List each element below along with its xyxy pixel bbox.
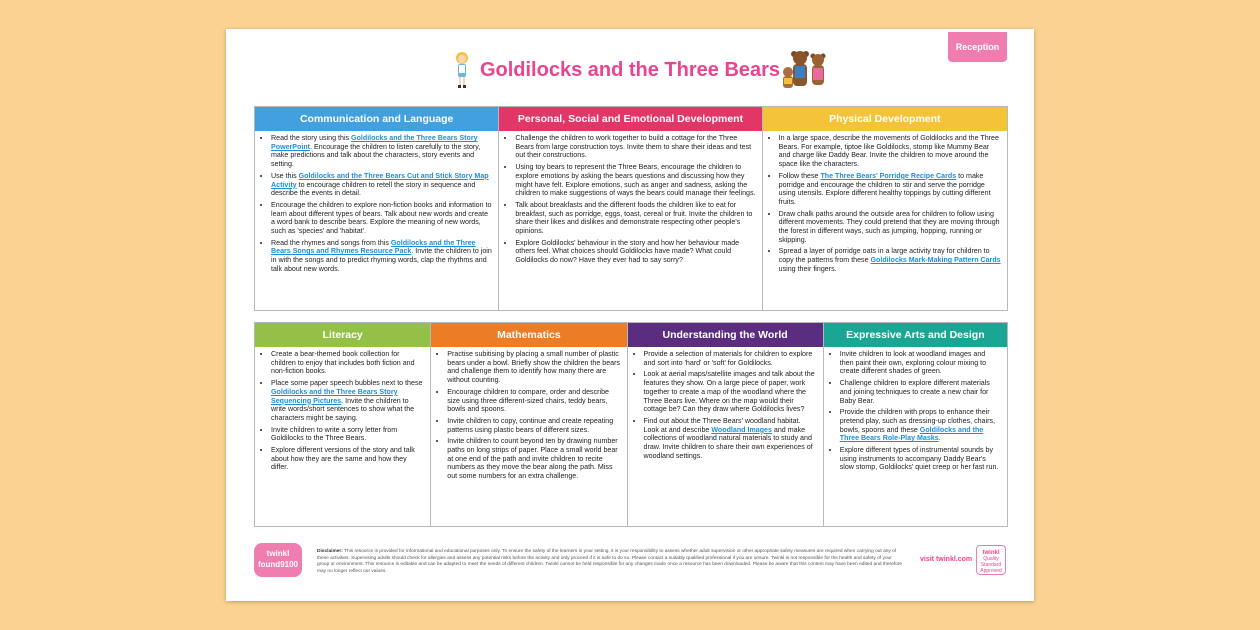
item-text: .: [938, 434, 941, 443]
heading-psed: Personal, Social and Emotional Development: [499, 107, 761, 131]
badge-text: Quality Standard Approved: [980, 556, 1002, 574]
list-item: [271, 134, 492, 169]
column-psed: [499, 107, 762, 310]
list-item: [840, 408, 1001, 443]
list-item: [271, 172, 492, 198]
bullet-list: [431, 347, 626, 484]
list-item: [447, 417, 620, 434]
list-item: [271, 379, 424, 423]
item-text: Challenge children to explore different materials and joining techniques to create a new chair for Baby Bear.: [839, 379, 990, 405]
item-text: Create a bear-themed book collection for children to enjoy that includes both fiction and non-fiction books.: [271, 350, 415, 376]
item-text: Use this: [271, 171, 299, 180]
three-bears-icon: [782, 48, 828, 90]
list-item: [779, 134, 1001, 169]
heading-communication-language: Communication and Language: [255, 107, 498, 131]
bullet-list: [628, 347, 823, 463]
resource-link[interactable]: Goldilocks Mark-Making Pattern Cards: [870, 256, 1001, 265]
list-item: [779, 247, 1001, 273]
item-text: . Invite the children to join in with the songs and to predict rhyming words, clap the rhythms and talk about new words.: [271, 247, 492, 273]
list-item: [644, 417, 817, 461]
resource-link[interactable]: Goldilocks and the Three Bears Role-Play Masks: [839, 425, 984, 443]
heading-expressive-arts: Expressive Arts and Design: [824, 323, 1007, 347]
list-item: [779, 172, 1001, 207]
item-text: Place some paper speech bubbles next to these: [271, 379, 423, 388]
heading-mathematics: Mathematics: [431, 323, 626, 347]
list-item: [840, 379, 1001, 405]
heading-literacy: Literacy: [255, 323, 430, 347]
item-text: Challenge the children to work together to build a cottage for the Three Bears from large construction toys. Invite them to share their ideas and test out their constructions.: [515, 134, 752, 160]
bullet-list: [255, 347, 430, 475]
column-literacy: [255, 323, 431, 526]
item-text: Explore different types of instrumental sounds by using instruments to accompany Daddy Bear's slow stomp, Goldilocks' quiet creep or her fast run.: [839, 446, 999, 472]
resource-link[interactable]: Goldilocks and the Three Bears Songs and Rhymes Resource Pack: [271, 238, 476, 256]
item-text: Invite children to copy, continue and create repeating patterns using plastic bears of different sizes.: [447, 416, 614, 434]
item-text: Read the story using this: [271, 134, 352, 142]
list-item: [644, 350, 817, 367]
bullet-list: [255, 131, 498, 277]
quality-badge: [976, 545, 1006, 575]
list-item: [271, 446, 424, 472]
item-text: Read the rhymes and songs from this: [271, 238, 391, 247]
list-item: [515, 239, 755, 265]
heading-physical-development: Physical Development: [763, 107, 1007, 131]
item-text: Explore different versions of the story and talk about how they are the same and how they differ.: [271, 446, 415, 472]
badge-title: twinkl: [982, 550, 1000, 556]
item-text: Follow these: [778, 171, 821, 180]
list-item: [515, 163, 755, 198]
item-text: Talk about breakfasts and the different foods the children like to eat for breakfast, such as porridge, eggs, toast, cereal or fruit. Invite the children to share their likes and dislikes and demonstrate respecting other people's opinions.: [515, 200, 753, 236]
item-text: Find out about the Three Bears' woodland habitat. Look at and describe: [643, 416, 801, 434]
item-text: Encourage children to compare, order and describe size using three different-sized chairs, teddy bears, bowls and spoons.: [447, 387, 609, 414]
list-item: [840, 446, 1001, 472]
item-text: Invite children to count beyond ten by drawing number paths on long strips of paper. Place a small world bear at one end of the path and invite children to recite numbers as they move the bear along the path. Miss out some numbers for an extra challenge.: [447, 437, 618, 481]
item-text: to make porridge and encourage the children to stir and serve the porridge using utensils. Explore different healthy toppings by cutting different fruits.: [778, 171, 991, 206]
item-text: Explore Goldilocks' behaviour in the story and how her behaviour made others feel. What choices should Goldilocks have made? What could Goldilocks do now? Have they ever had to say sorry?: [515, 238, 740, 265]
item-text: to encourage children to retell the story in sequence and describe the events in detail.: [271, 180, 476, 198]
column-communication-language: [255, 107, 499, 310]
list-item: [271, 239, 492, 274]
item-text: and make collections of woodland natural materials to study and draw. Invite children to share their own experiences of woodland settings.: [643, 425, 813, 460]
item-text: Encourage the children to explore non-fiction books and information to learn about different types of bears. Talk about new words and create a word bank to describe bears. Explore the meaning of new words, such as 'species' and 'habitat'.: [271, 200, 492, 236]
item-text: Invite children to write a sorry letter from Goldilocks to the Three Bears.: [271, 425, 398, 443]
item-text: . Invite the children to write words/short sentences to show what the characters might be saying.: [271, 396, 415, 422]
column-expressive-arts: [824, 323, 1007, 526]
resource-link[interactable]: Goldilocks and the Three Bears Story PowerPoint: [271, 134, 478, 151]
disclaimer-text: This resource is provided for informational and educational purposes only. To ensure the safety of the learners in your setting, it is your responsibility to assess whether adult supervision or other appropriate safety measures are required when carrying out any of these activities. Supervising adults should check for allergies and assess any potential risks before the activity and only proceed if it is safe to do so. Please contact a suitably qualified professional if you are unsure. Twinkl is not responsible for the health and safety of your group or environment. This resource is editable and can be adapted to meet the needs of different children. Twinkl cannot be held responsible for any changes made once a resource has been downloaded. Please be aware that this content may have been edited and therefore may no longer reflect our values.: [317, 549, 903, 574]
item-text: Draw chalk paths around the outside area for children to follow using different movements. They could pretend that they are moving through the forest in different ways, such as jumping, hopping, running or skipping.: [778, 209, 1000, 244]
column-physical-development: [763, 107, 1007, 310]
item-text: Invite children to look at woodland images and then paint their own, exploring colour mixing to create different shades of green.: [839, 350, 987, 376]
bullet-list: [763, 131, 1007, 277]
logo-text: twinkl: [266, 549, 290, 558]
disclaimer-label: Disclaimer:: [317, 549, 343, 554]
disclaimer: [317, 549, 905, 575]
column-mathematics: [431, 323, 627, 526]
bullet-list: [824, 347, 1007, 475]
item-text: Spread a layer of porridge oats in a large activity tray for children to copy the patterns from these: [778, 247, 990, 265]
column-understanding-world: [628, 323, 824, 526]
list-item: [515, 134, 755, 160]
resource-link[interactable]: Woodland Images: [711, 425, 772, 434]
list-item: [515, 201, 755, 236]
list-item: [840, 350, 1001, 376]
item-text: Using toy bears to represent the Three Bears, encourage the children to explore emotions by asking the bears questions and discussing how they might have felt. Explore emotions, such as anger and sadness, asking the children to make suggestions of ways the bears could manage their feelings.: [515, 163, 756, 198]
item-text: Provide the children with props to enhance their pretend play, such as dressing-up clothes, chairs, bowls, spoons and these: [839, 408, 995, 434]
list-item: [447, 388, 620, 414]
bullet-list: [499, 131, 761, 268]
list-item: [271, 201, 492, 236]
item-text: Look at aerial maps/satellite images and talk about the features they show. On a large piece of paper, work together to create a map of the woodland where the Three Bears live. Where on the map would their cottage be? Can they draw where Goldilocks lives?: [643, 370, 815, 414]
item-text: Practise subitising by placing a small number of plastic bears under a bowl. Briefly show the children the bears and challenge them to identify how many there are without counting.: [447, 350, 621, 385]
logo-subtext: found9100: [257, 560, 298, 569]
age-tag: Reception: [948, 32, 1007, 62]
list-item: [447, 437, 620, 481]
page-title: Goldilocks and the Three Bears: [479, 59, 781, 81]
list-item: [644, 370, 817, 414]
heading-understanding-world: Understanding the World: [628, 323, 823, 347]
item-text: In a large space, describe the movements of Goldilocks and the Three Bears. For example, tiptoe like Goldilocks, stomp like Mummy Bear and charge like Daddy Bear. Invite the children to move around the space like the characters.: [778, 134, 999, 169]
list-item: [271, 426, 424, 443]
footer: [254, 543, 1010, 587]
item-text: using their fingers.: [778, 264, 837, 273]
resource-link[interactable]: Goldilocks and the Three Bears Story Sequencing Pictures: [271, 387, 398, 405]
visit-link[interactable]: visit twinkl.com: [920, 556, 973, 563]
list-item: [779, 210, 1001, 245]
item-text: . Encourage the children to listen carefully to the story, make predictions and talk about the characters, story events and setting.: [271, 142, 481, 169]
list-item: [271, 350, 424, 376]
resource-link[interactable]: Goldilocks and the Three Bears Cut and Stick Story Map Activity: [271, 171, 489, 189]
resource-link[interactable]: The Three Bears' Porridge Recipe Cards: [820, 171, 957, 180]
item-text: Provide a selection of materials for children to explore and sort into 'hard' or 'soft' for Goldilocks.: [643, 350, 813, 367]
list-item: [447, 350, 620, 385]
activity-sheet: [226, 29, 1034, 601]
row-one-grid: [254, 106, 1008, 311]
row-two-grid: [254, 322, 1008, 527]
twinkl-logo[interactable]: [254, 543, 302, 577]
